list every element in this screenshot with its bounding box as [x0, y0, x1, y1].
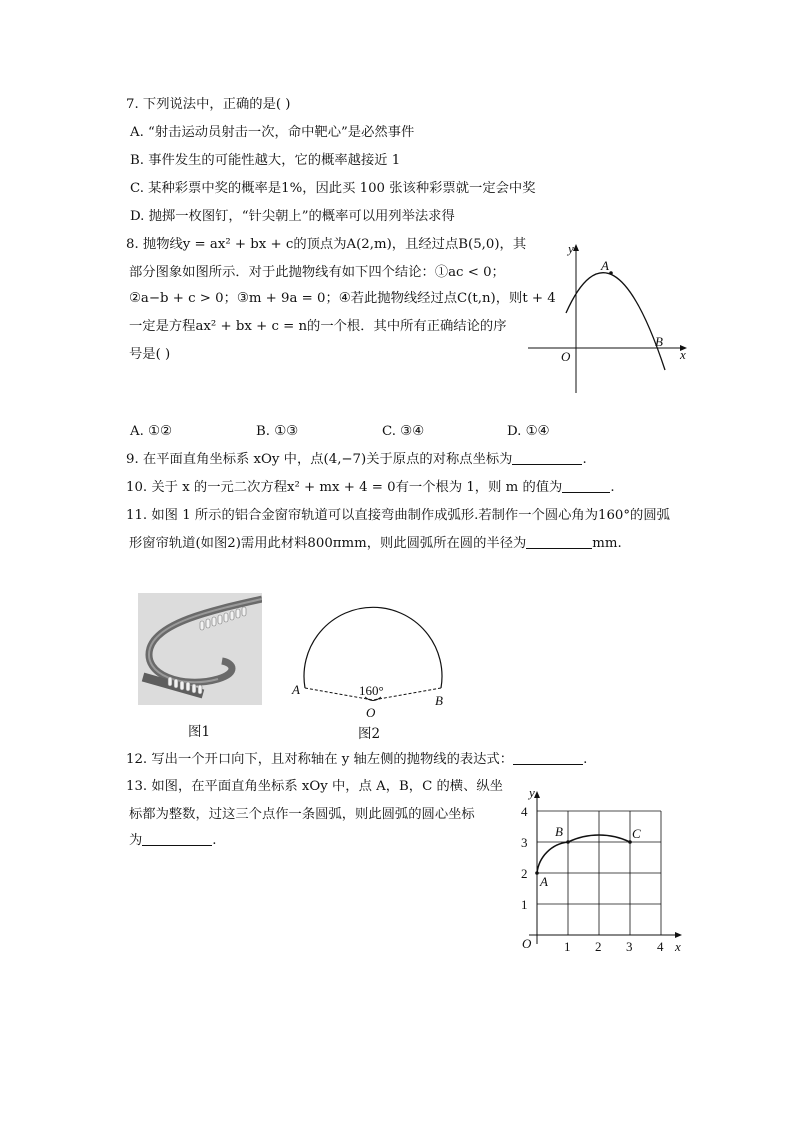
q8-point-a-label: A	[601, 258, 609, 273]
q13-answer-blank	[142, 832, 212, 846]
q10-end: .	[610, 480, 615, 495]
q8-point-b-label: B	[655, 334, 663, 349]
q8-option-c: C. ③④	[382, 424, 424, 439]
q12-answer-blank	[513, 751, 583, 765]
q9-answer-blank	[512, 451, 582, 465]
q12-line	[126, 751, 587, 769]
q8-option-a: A. ①②	[130, 424, 172, 439]
q13-b-label: B	[555, 824, 563, 839]
q13-line-1: 13. 如图，在平面直角坐标系 xOy 中，点 A，B，C 的横、纵坐	[126, 779, 503, 794]
q8-vertex-point	[609, 271, 613, 275]
arc-center-label: O	[366, 705, 376, 720]
q13-point-b	[566, 840, 570, 844]
q7-option-a: A. “射击运动员射击一次，命中靶心”是必然事件	[130, 125, 415, 140]
q12-text: 12. 写出一个开口向下，且对称轴在 y 轴左侧的抛物线的表达式：	[126, 752, 514, 767]
q8-line-1: 8. 抛物线y = ax² + bx + c的顶点为A(2,m)，且经过点B(5,0)，其	[126, 237, 527, 252]
curtain-rail-drawing	[138, 593, 262, 705]
q8-line-3: ②a−b + c > 0；③m + 9a = 0；④若此抛物线经过点C(t,n)，则t + 4	[129, 291, 556, 306]
q8-x-label: x	[680, 347, 686, 362]
q11-answer-blank	[526, 535, 592, 549]
q13-x-tick-2: 2	[595, 939, 602, 954]
q8-parabola-figure	[520, 235, 700, 400]
figure-2-caption: 图2	[358, 726, 381, 742]
q7-option-d: D. 抛掷一枚图钉，“针尖朝上”的概率可以用列举法求得	[130, 209, 455, 224]
q11-text: 形窗帘轨道(如图2)需用此材料800πmm，则此圆弧所在圆的半径为	[129, 536, 527, 551]
arc-figure-2	[288, 600, 453, 720]
curtain-rail-photo	[138, 593, 262, 705]
q12-end: .	[583, 752, 588, 767]
q7-stem: 7. 下列说法中，正确的是( )	[126, 97, 291, 112]
q9-line	[126, 451, 587, 469]
q7-option-c: C. 某种彩票中奖的概率是1%，因此买 100 张该种彩票就一定会中奖	[130, 181, 536, 196]
q8-line-5: 号是( )	[129, 347, 171, 362]
q8-option-b: B. ①③	[256, 424, 299, 439]
q13-y-label: y	[529, 785, 535, 800]
figure-1-caption: 图1	[188, 724, 211, 740]
q13-y-tick-1: 1	[521, 897, 528, 912]
arc-path	[304, 607, 442, 688]
q13-origin-label: O	[522, 936, 532, 951]
q13-grid-figure	[515, 780, 695, 960]
q10-answer-blank	[562, 479, 610, 493]
q13-line-3	[129, 832, 217, 850]
q10-line	[126, 479, 615, 497]
q8-y-label: y	[568, 241, 574, 256]
q9-end: .	[582, 452, 587, 467]
q13-y-tick-3: 3	[521, 835, 528, 850]
q13-y-tick-4: 4	[521, 804, 528, 819]
q13-end: .	[212, 833, 217, 848]
q13-y-tick-2: 2	[521, 866, 528, 881]
q11-line-2	[129, 535, 622, 553]
q8-line-4: 一定是方程ax² + bx + c = n的一个根．其中所有正确结论的序	[129, 319, 507, 334]
q10-text: 10. 关于 x 的一元二次方程x² + mx + 4 = 0有一个根为 1，则 m 的值为	[126, 480, 563, 495]
q13-point-a	[535, 871, 539, 875]
q11-line-1: 11. 如图 1 所示的铝合金窗帘轨道可以直接弯曲制作成弧形.若制作一个圆心角为160°的圆弧	[126, 508, 670, 523]
q13-x-tick-1: 1	[564, 939, 571, 954]
q13-x-label: x	[675, 939, 681, 954]
q13-x-tick-4: 4	[657, 939, 664, 954]
q13-text: 为	[129, 833, 143, 848]
q8-option-d: D. ①④	[507, 424, 550, 439]
angle-label: 160°	[359, 683, 384, 698]
arc-point-b-label: B	[435, 693, 443, 708]
q9-text: 9. 在平面直角坐标系 xOy 中，点(4,−7)关于原点的对称点坐标为	[126, 452, 513, 467]
q13-line-2: 标都为整数，过这三个点作一条圆弧，则此圆弧的圆心坐标	[129, 807, 475, 822]
q13-a-label: A	[540, 874, 548, 889]
q11-unit: mm.	[592, 536, 622, 551]
q13-c-label: C	[632, 826, 641, 841]
arc-point-a-label: A	[292, 682, 300, 697]
q13-x-tick-3: 3	[626, 939, 633, 954]
q7-option-b: B. 事件发生的可能性越大，它的概率越接近 1	[130, 153, 401, 168]
q8-parabola-curve	[566, 273, 665, 370]
q13-arc	[537, 835, 630, 873]
q8-line-2: 部分图象如图所示．对于此抛物线有如下四个结论：①ac < 0；	[129, 265, 505, 280]
q8-origin-label: O	[561, 349, 571, 364]
